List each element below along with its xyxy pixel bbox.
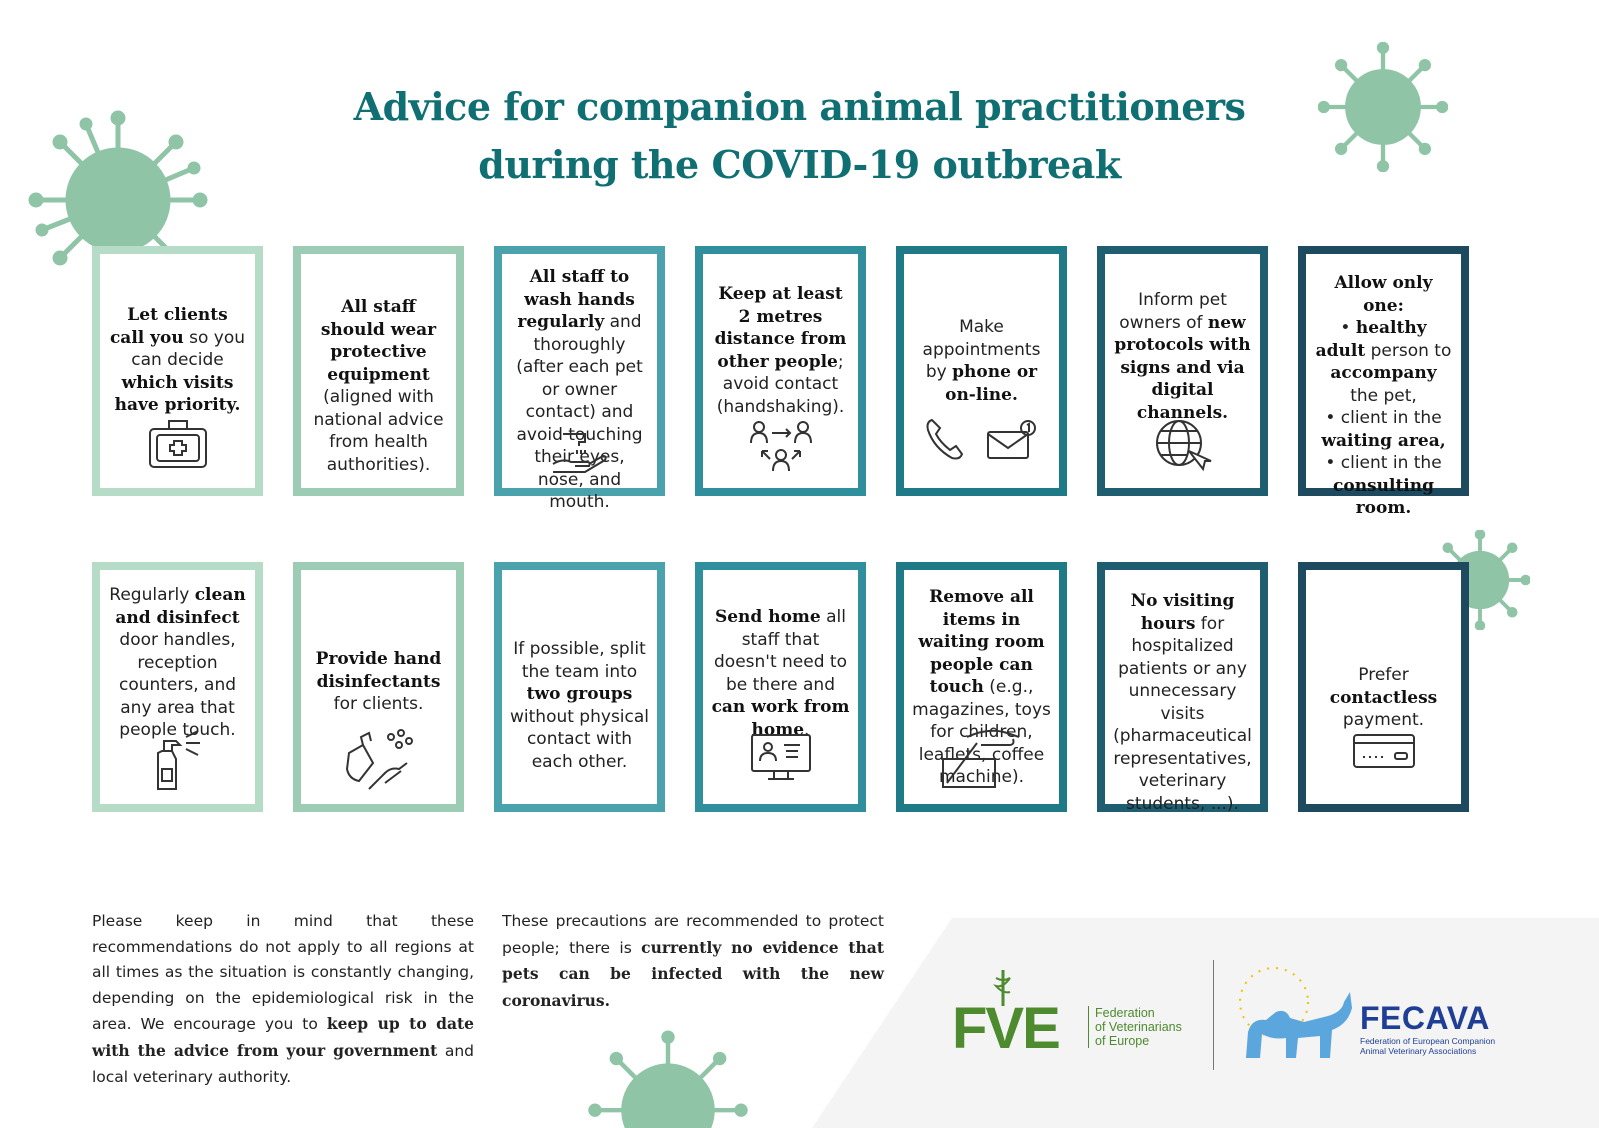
advice-card bbox=[494, 562, 665, 812]
card-text: Regularly clean and disinfect door handles, reception counters, and any area that people touch. bbox=[109, 585, 246, 740]
fecava-subtitle bbox=[1360, 1036, 1495, 1056]
credit-card-icon bbox=[1306, 720, 1461, 782]
fve-sub-line: of Europe bbox=[1095, 1034, 1150, 1048]
card-text: Keep at least 2 metres distance from other people; avoid contact (handshaking). bbox=[714, 284, 847, 417]
fve-subtitle bbox=[1088, 1006, 1182, 1048]
globe-cursor-icon bbox=[1105, 414, 1260, 476]
virus-icon bbox=[1318, 42, 1448, 172]
advice-card bbox=[896, 562, 1067, 812]
virus-icon bbox=[588, 1030, 748, 1128]
spray-bottle-icon bbox=[100, 724, 255, 796]
card-text: Send home all staff that doesn't need to be there and can work from home. bbox=[711, 607, 850, 740]
card-text: Prefer contactless payment. bbox=[1329, 665, 1438, 730]
fecava-sub-line: Federation of European Companion bbox=[1360, 1036, 1496, 1046]
footer-note-right: These precautions are recommended to protect people; there is currently no evidence that pets can be infected with the new coronavirus. bbox=[502, 912, 884, 1010]
advice-card bbox=[494, 246, 665, 512]
card-text: Let clients call you so you can decide which visits have priority. bbox=[109, 305, 246, 415]
remove-item-icon bbox=[904, 722, 1059, 794]
footer-note-left: Please keep in mind that these recommendations do not apply to all regions at all times as the situation is constantly changing, depending on the epidemiological risk in the area. We encourage you to keep up to date with the advice from your government and local veterinary authority. bbox=[92, 912, 475, 1086]
card-text: Make appointments by phone or on-line. bbox=[922, 317, 1041, 405]
advice-card bbox=[1298, 246, 1469, 518]
card-text: All staff should wear protective equipment (aligned with national advice from health authorities). bbox=[313, 297, 444, 475]
fecava-logo: FECAVA bbox=[1360, 1000, 1490, 1036]
logo-divider bbox=[1213, 960, 1214, 1070]
hand-sanitizer-icon bbox=[301, 722, 456, 794]
distance-people-icon bbox=[703, 418, 858, 480]
fecava-emblem-icon bbox=[1232, 962, 1358, 1062]
advice-card bbox=[896, 246, 1067, 496]
hand-wash-icon bbox=[502, 422, 657, 484]
title-line-2: during the COVID-19 outbreak bbox=[478, 142, 1121, 187]
fve-logo: FVE bbox=[952, 996, 1059, 1061]
phone-mail-icon bbox=[904, 408, 1059, 470]
fve-sub-line: Federation bbox=[1095, 1006, 1155, 1020]
card-text: Allow only one: • healthy adult person to accompany the pet, • client in the waiting area, • client in the consulting room. bbox=[1315, 273, 1452, 518]
advice-card bbox=[293, 562, 464, 812]
advice-card bbox=[695, 562, 866, 812]
card-text: No visiting hours for hospitalized patients or any unnecessary visits (pharmaceutical representatives, veterinary students, ...). bbox=[1113, 591, 1252, 814]
title-line-1: Advice for companion animal practitioners bbox=[353, 84, 1246, 129]
advice-card bbox=[92, 562, 263, 812]
fecava-sub-line: Animal Veterinary Associations bbox=[1360, 1046, 1477, 1056]
advice-card bbox=[293, 246, 464, 496]
computer-monitor-icon bbox=[703, 726, 858, 788]
advice-card bbox=[1097, 246, 1268, 496]
advice-card bbox=[1097, 562, 1268, 812]
fve-sub-line: of Veterinarians bbox=[1095, 1020, 1182, 1034]
card-text: If possible, split the team into two groups without physical contact with each other. bbox=[510, 639, 650, 772]
advice-card bbox=[92, 246, 263, 496]
advice-card bbox=[695, 246, 866, 496]
card-text: Provide hand disinfectants for clients. bbox=[315, 649, 442, 714]
card-text: Inform pet owners of new protocols with signs and via digital channels. bbox=[1114, 290, 1251, 423]
card-text: Remove all items in waiting room people can touch (e.g., magazines, toys for children, leaflets, coffee machine). bbox=[912, 587, 1051, 787]
card-text: All staff to wash hands regularly and thoroughly (after each pet or owner contact) and avoid touching their eyes, nose, and mouth. bbox=[516, 267, 643, 512]
first-aid-kit-icon bbox=[100, 412, 255, 474]
advice-card bbox=[1298, 562, 1469, 812]
